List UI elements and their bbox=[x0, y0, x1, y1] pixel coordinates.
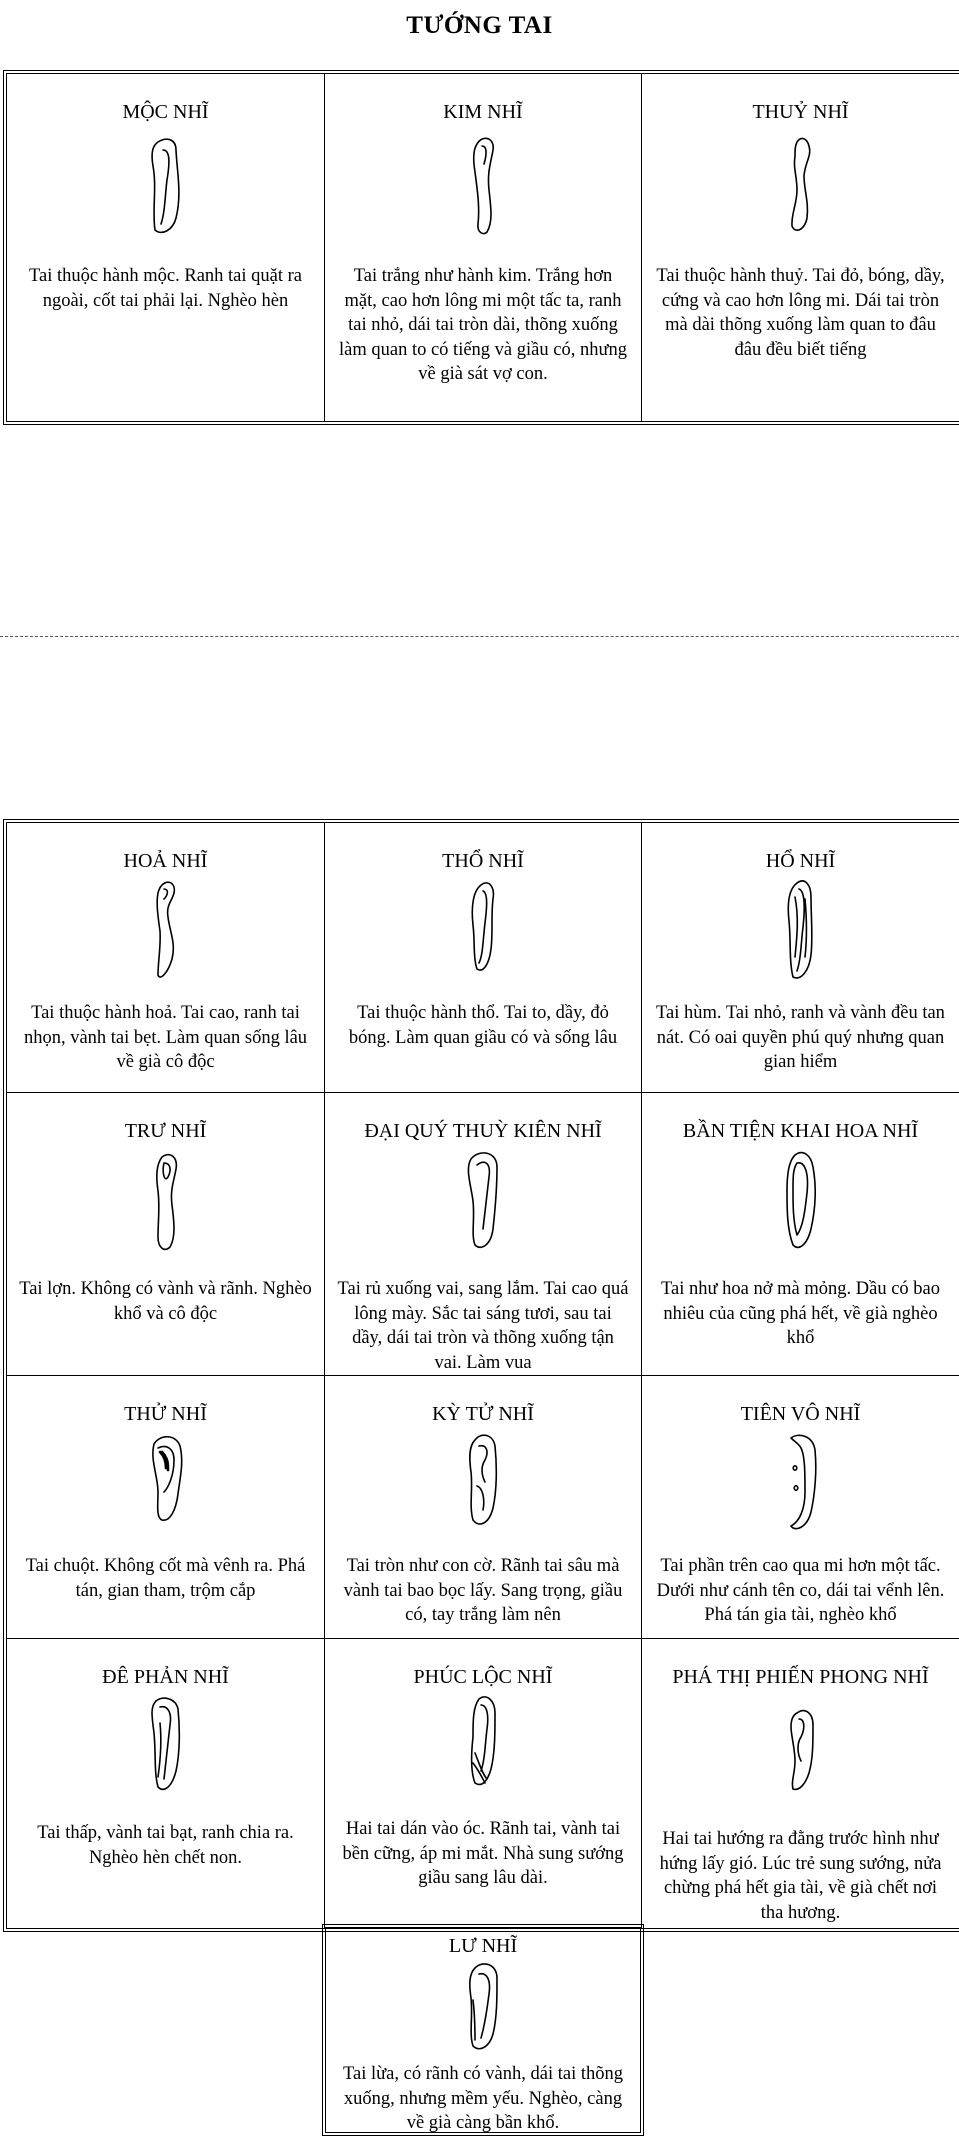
ear-kim-icon bbox=[453, 132, 513, 242]
ear-tho-icon bbox=[453, 877, 513, 987]
ear-type-name: HOẢ NHĨ bbox=[123, 850, 208, 872]
ear-description: Tai tròn như con cờ. Rãnh tai sâu mà vành tai bao bọc lấy. Sang trọng, giầu có, tay trắng làm nên bbox=[343, 1556, 623, 1625]
ear-description: Tai chuột. Không cốt mà vênh ra. Phá tán, gian tham, trộm cắp bbox=[25, 1556, 306, 1601]
ear-description: Tai lợn. Không có vành và rãnh. Nghèo khổ và cô độc bbox=[19, 1279, 312, 1324]
ear-de-phan-icon bbox=[136, 1693, 196, 1803]
ear-cell bbox=[7, 823, 325, 1093]
ear-description: Tai trắng như hành kim. Trắng hơn mặt, cao hơn lông mi một tấc ta, ranh tai nhỏ, dái tai tròn dài, thõng xuống làm quan to có tiếng và giầu có, nhưng về già sát vợ con. bbox=[339, 266, 627, 384]
ear-type-name: HỔ NHĨ bbox=[765, 850, 836, 872]
ear-cell bbox=[642, 74, 959, 422]
ear-type-name: THUỶ NHĨ bbox=[752, 101, 849, 123]
ear-ky-tu-icon bbox=[453, 1430, 513, 1540]
ear-thuy-icon bbox=[771, 132, 831, 242]
ear-type-name: MỘC NHĨ bbox=[122, 101, 209, 123]
ear-cell bbox=[642, 1093, 959, 1376]
section-divider bbox=[0, 636, 959, 637]
ear-description: Tai thuộc hành thổ. Tai to, dầy, đỏ bóng. Làm quan giầu có và sống lâu bbox=[348, 1003, 618, 1048]
ear-tien-vo-icon bbox=[771, 1430, 831, 1540]
ear-thu-icon bbox=[136, 1430, 196, 1540]
ear-description: Hai tai dán vào óc. Rãnh tai, vành tai bền cững, áp mi mắt. Nhà sung sướng giầu sang lâu dài. bbox=[342, 1819, 624, 1888]
ear-description: Tai thuộc hành thuỷ. Tai đỏ, bóng, dầy, cứng và cao hơn lông mi. Dái tai tròn mà dài thõng xuống làm quan to đâu đâu đều biết tiếng bbox=[656, 266, 945, 360]
ear-table-bottom bbox=[6, 822, 959, 1929]
ear-hoa-icon bbox=[136, 877, 196, 987]
ear-description: Hai tai hướng ra đằng trước hình như hứng lấy gió. Lúc trẻ sung sướng, nửa chừng phá hết gia tài, về già chết nơi tha hương. bbox=[659, 1829, 942, 1923]
ear-description: Tai thuộc hành hoả. Tai cao, ranh tai nhọn, vành tai bẹt. Làm quan sống lâu về già cô độc bbox=[23, 1003, 308, 1072]
ear-table-top bbox=[6, 73, 959, 422]
ear-cell bbox=[7, 74, 325, 422]
ear-cell bbox=[7, 1639, 325, 1929]
ear-description: Tai thuộc hành mộc. Ranh tai quặt ra ngoài, cốt tai phải lại. Nghèo hèn bbox=[28, 266, 303, 311]
ear-cell bbox=[642, 1376, 959, 1639]
ear-type-name: ĐÊ PHẢN NHĨ bbox=[102, 1666, 229, 1688]
ear-cell-lu bbox=[325, 1927, 641, 2133]
ear-description: Tai thấp, vành tai bạt, ranh chia ra. Nghèo hèn chết non. bbox=[37, 1823, 294, 1868]
ear-type-name: PHÚC LỘC NHĨ bbox=[413, 1666, 553, 1688]
ear-description: Tai phần trên cao qua mi hơn một tấc. Dưới như cánh tên co, dái tai vểnh lên. Phá tán gia tài, nghèo khổ bbox=[656, 1556, 945, 1625]
ear-moc-icon bbox=[136, 132, 196, 242]
ear-phuc-loc-icon bbox=[453, 1693, 513, 1803]
ear-type-name: KIM NHĨ bbox=[443, 101, 523, 123]
ear-cell bbox=[325, 823, 642, 1093]
ear-lu-icon bbox=[453, 1960, 513, 2060]
ear-type-name: THỬ NHĨ bbox=[124, 1403, 207, 1425]
ear-pha-thi-icon bbox=[771, 1703, 831, 1813]
ear-ho-icon bbox=[771, 877, 831, 987]
ear-cell bbox=[325, 1376, 642, 1639]
ear-cell bbox=[325, 1093, 642, 1376]
ear-type-name: THỔ NHĨ bbox=[442, 850, 524, 872]
ear-description: Tai rủ xuống vai, sang lắm. Tai cao quá lông mày. Sắc tai sáng tươi, sau tai dầy, dái tai tròn và thõng xuống tận vai. Làm vua bbox=[337, 1279, 629, 1373]
ear-type-name: TRƯ NHĨ bbox=[124, 1120, 207, 1142]
ear-type-name: TIÊN VÔ NHĨ bbox=[740, 1403, 861, 1425]
ear-type-name: BẦN TIỆN KHAI HOA NHĨ bbox=[682, 1120, 919, 1142]
ear-cell bbox=[325, 1639, 642, 1929]
ear-type-name: LƯ NHĨ bbox=[448, 1935, 518, 1957]
ear-cell bbox=[7, 1376, 325, 1639]
ear-tru-icon bbox=[136, 1149, 196, 1259]
ear-type-name: KỲ TỬ NHĨ bbox=[432, 1403, 534, 1425]
ear-description: Tai lừa, có rãnh có vành, dái tai thõng xuống, nhưng mềm yếu. Nghèo, càng về già càng bần khổ. bbox=[343, 2064, 623, 2133]
ear-description: Tai như hoa nở mà mỏng. Dầu có bao nhiêu của cũng phá hết, về già nghèo khổ bbox=[661, 1279, 940, 1348]
ear-dai-quy-icon bbox=[453, 1149, 513, 1259]
ear-description: Tai hùm. Tai nhỏ, ranh và vành đều tan nát. Có oai quyền phú quý nhưng quan gian hiểm bbox=[656, 1003, 945, 1072]
ear-cell bbox=[7, 1093, 325, 1376]
ear-type-name: ĐẠI QUÝ THUỲ KIÊN NHĨ bbox=[364, 1120, 602, 1142]
ear-ban-tien-icon bbox=[771, 1149, 831, 1259]
ear-type-name: PHÁ THỊ PHIẾN PHONG NHĨ bbox=[672, 1666, 929, 1688]
page-title: TƯỚNG TAI bbox=[406, 12, 553, 39]
ear-cell bbox=[642, 1639, 959, 1929]
ear-cell bbox=[325, 74, 642, 422]
ear-cell bbox=[642, 823, 959, 1093]
